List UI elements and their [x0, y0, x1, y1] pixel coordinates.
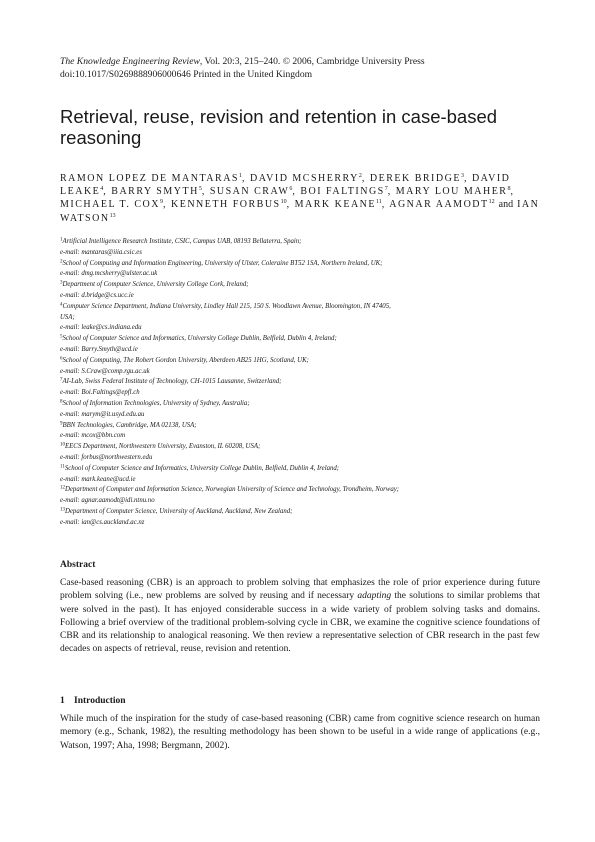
author-affiliation-mark: 9: [159, 199, 163, 206]
author-conjunction: and: [498, 199, 514, 211]
affiliation-email: e-mail: d.bridge@cs.ucc.ie: [60, 291, 134, 299]
affiliation-address: $^{10}$EECS Department, Northwestern University, Evanston, IL 60208, USA;: [60, 442, 261, 451]
affiliation: [60, 464, 540, 486]
author: [171, 199, 287, 210]
author-name: SUSAN CRAW: [209, 186, 290, 198]
author-list: RAMON LOPEZ DE MANTARAS$^1$, DAVID MCSHERRY$^2$, DEREK BRIDGE$^3$, DAVID LEAKE$^4$, BARRY SMYTH$^5$, SUSAN CRAW$^6$, BOI FALTINGS$^7$, MARY LOU MAHER$^8$, MICHAEL T. COX$^9$, KENNETH FORBUS$^{10}$, MARK KEANE$^{11}$, AGNAR AAMODT$^{12}$ and IAN WATSON$^{13}$: [60, 173, 540, 224]
abstract-text-2: the solutions to similar problems that were solved in the past). It has enjoyed considerable success in a wide variety of problem solving tasks and domains. Following a brief overview of the traditional problem-solving cycle in CBR, we examine the cognitive science foundations of CBR and its relationship to analogical reasoning. We then review a representative selection of CBR research in the past few decades on aspects of retrieval, reuse, revision and retention.: [60, 591, 540, 655]
author: [111, 186, 202, 197]
abstract-body: [60, 577, 540, 657]
affiliation-mark: 6: [60, 356, 63, 362]
affiliation: [60, 259, 540, 281]
affiliation: [60, 356, 540, 378]
affiliation-email: e-mail: dmg.mcsherry@ulster.ac.uk: [60, 270, 158, 278]
author-affiliation-mark: 10: [280, 199, 287, 206]
affiliation-email: e-mail: Boi.Faltings@epfl.ch: [60, 389, 140, 397]
affiliation: [60, 442, 540, 464]
affiliation-address: $^6$School of Computing, The Robert Gordon University, Aberdeen AB25 1HG, Scotland, UK;: [60, 356, 309, 364]
author: [295, 199, 382, 210]
section-number: 1: [60, 696, 65, 706]
affiliation-address: $^2$School of Computing and Information Engineering, University of Ulster, Coleraine BT52 1SA, Northern Ireland, UK;: [60, 259, 383, 267]
author: [250, 173, 362, 184]
affiliation-email: e-mail: ian@cs.auckland.ac.nz: [60, 518, 145, 526]
affiliation-address: $^8$School of Information Technologies, University of Sydney, Australia;: [60, 399, 250, 407]
affiliation: [60, 237, 540, 259]
abstract-text-1: Case-based reasoning (CBR) is an approach to problem solving that emphasizes the role of prior experience during future problem solving (i.e., new problems are solved by reusing and if necessary: [60, 578, 540, 602]
author: [396, 186, 511, 197]
section-heading-introduction: [60, 696, 126, 706]
affiliation-mark: 4: [60, 302, 63, 308]
affiliation-mark: 7: [60, 377, 63, 383]
author: [370, 173, 464, 184]
affiliation-address: $^{11}$School of Computer Science and Informatics, University College Dublin, Belfield, Dublin 4, Ireland;: [60, 464, 340, 472]
affiliation-email: e-mail: S.Craw@comp.rgu.ac.uk: [60, 367, 150, 375]
affiliation-address: $^7$AI-Lab, Swiss Federal Institute of Technology, CH-1015 Lausanne, Switzerland;: [60, 377, 282, 386]
journal-citation-line: [60, 55, 540, 68]
affiliation-mark: 11: [60, 464, 65, 470]
affiliation: [60, 334, 540, 356]
affiliation-mark: 12: [60, 485, 65, 491]
affiliation-mark: 3: [60, 280, 63, 286]
author-name: MARK KEANE: [294, 199, 376, 211]
affiliation: [60, 399, 540, 421]
affiliation-mark: 5: [60, 334, 63, 340]
affiliation-email: e-mail: marym@it.usyd.edu.au: [60, 410, 145, 418]
abstract-heading: Abstract: [60, 560, 96, 570]
author-affiliation-mark: 13: [109, 212, 116, 219]
author-name: IAN WATSON: [60, 199, 540, 224]
author-name: DAVID MCSHERRY: [249, 173, 359, 184]
affiliation: [60, 485, 540, 507]
section-title: Introduction: [74, 696, 126, 706]
affiliation-email: e-mail: leake@cs.indiana.edu: [60, 324, 142, 332]
affiliation-email: e-mail: mcox@bbn.com: [60, 432, 126, 440]
affiliation-address: $^1$Artificial Intelligence Research Institute, CSIC, Campus UAB, 08193 Bellaterra, Spain;: [60, 237, 302, 245]
affiliation-list: [60, 237, 540, 529]
affiliation-mark: 13: [60, 507, 65, 513]
affiliation: [60, 507, 540, 529]
author-name: BARRY SMYTH: [111, 186, 199, 198]
introduction-body: While much of the inspiration for the study of case-based reasoning (CBR) came from cognitive science research on human memory (e.g., Schank, 1982), the resulting methodology has been shown to be useful in a wide range of applications (e.g., Watson, 1997; Aha, 1998; Bergmann, 2002).: [60, 714, 540, 751]
affiliation-address: $^4$Computer Science Department, Indiana University, Lindley Hall 215, 150 S. Woodlawn Avenue, Bloomington, IN 47405,: [60, 302, 391, 310]
author: [60, 199, 163, 210]
author: [300, 186, 387, 197]
affiliation-mark: 9: [60, 421, 63, 427]
author-affiliation-mark: 7: [384, 186, 388, 193]
author-name: BOI FALTINGS: [300, 186, 385, 198]
author-affiliation-mark: 4: [100, 186, 104, 193]
affiliation-email: e-mail: agnar.aamodt@idi.ntnu.no: [60, 497, 155, 505]
affiliation: [60, 421, 540, 443]
paper-title: Retrieval, reuse, revision and retention in case-based reasoning: [60, 106, 498, 148]
affiliation: [60, 302, 540, 334]
author-affiliation-mark: 6: [289, 186, 293, 193]
affiliation-address: $^3$Department of Computer Science, University College Cork, Ireland;: [60, 280, 249, 289]
affiliation-email: e-mail: forbus@northwestern.edu: [60, 453, 153, 461]
affiliation-mark: 2: [60, 259, 63, 265]
author: [210, 186, 293, 197]
author-name: KENNETH FORBUS: [170, 199, 281, 211]
author-name: MARY LOU MAHER: [395, 186, 508, 198]
author-affiliation-mark: 8: [507, 186, 511, 193]
affiliation-email: e-mail: mantaras@iiia.csic.es: [60, 248, 142, 256]
author-name: RAMON LOPEZ DE MANTARAS: [60, 173, 239, 184]
author: [60, 173, 242, 184]
author-name: DEREK BRIDGE: [369, 173, 461, 184]
author: [389, 199, 494, 210]
affiliation-mark: 1: [60, 237, 63, 243]
affiliation-address: $^{13}$Department of Computer Science, University of Auckland, Auckland, New Zealand;: [60, 507, 293, 515]
affiliation-address: $^9$BBN Technologies, Cambridge, MA 02138, USA;: [60, 421, 197, 429]
author-affiliation-mark: 3: [460, 173, 464, 179]
journal-name: The Knowledge Engineering Review: [60, 56, 200, 67]
author-name: AGNAR AAMODT: [389, 199, 489, 211]
author-affiliation-mark: 11: [376, 199, 382, 206]
journal-header: [60, 55, 540, 81]
affiliation: [60, 377, 540, 399]
affiliation-address: USA;: [60, 313, 75, 321]
author-affiliation-mark: 1: [238, 173, 242, 179]
author-affiliation-mark: 12: [488, 199, 495, 206]
affiliation-email: e-mail: Barry.Smyth@ucd.ie: [60, 345, 138, 353]
author-name: DAVID LEAKE: [60, 173, 511, 198]
affiliation-address: $^5$School of Computer Science and Informatics, University College Dublin, Belfield, Dublin 4, Ireland;: [60, 334, 337, 343]
affiliation-mark: 10: [60, 442, 65, 448]
journal-doi-line: doi:10.1017/S0269888906000646 Printed in the United Kingdom: [60, 69, 313, 80]
affiliation-email: e-mail: mark.keane@ucd.ie: [60, 475, 136, 483]
author-name: MICHAEL T. COX: [60, 199, 160, 211]
affiliation-address: $^{12}$Department of Computer and Information Science, Norwegian University of Science and Technology, Trondheim, Norway;: [60, 485, 400, 494]
journal-citation: , Vol. 20:3, 215–240. © 2006, Cambridge University Press: [199, 56, 425, 67]
author-affiliation-mark: 5: [198, 186, 202, 193]
affiliation: [60, 280, 540, 302]
affiliation-mark: 8: [60, 399, 63, 405]
abstract-emphasis: adapting: [357, 591, 392, 602]
author-affiliation-mark: 2: [358, 173, 362, 179]
